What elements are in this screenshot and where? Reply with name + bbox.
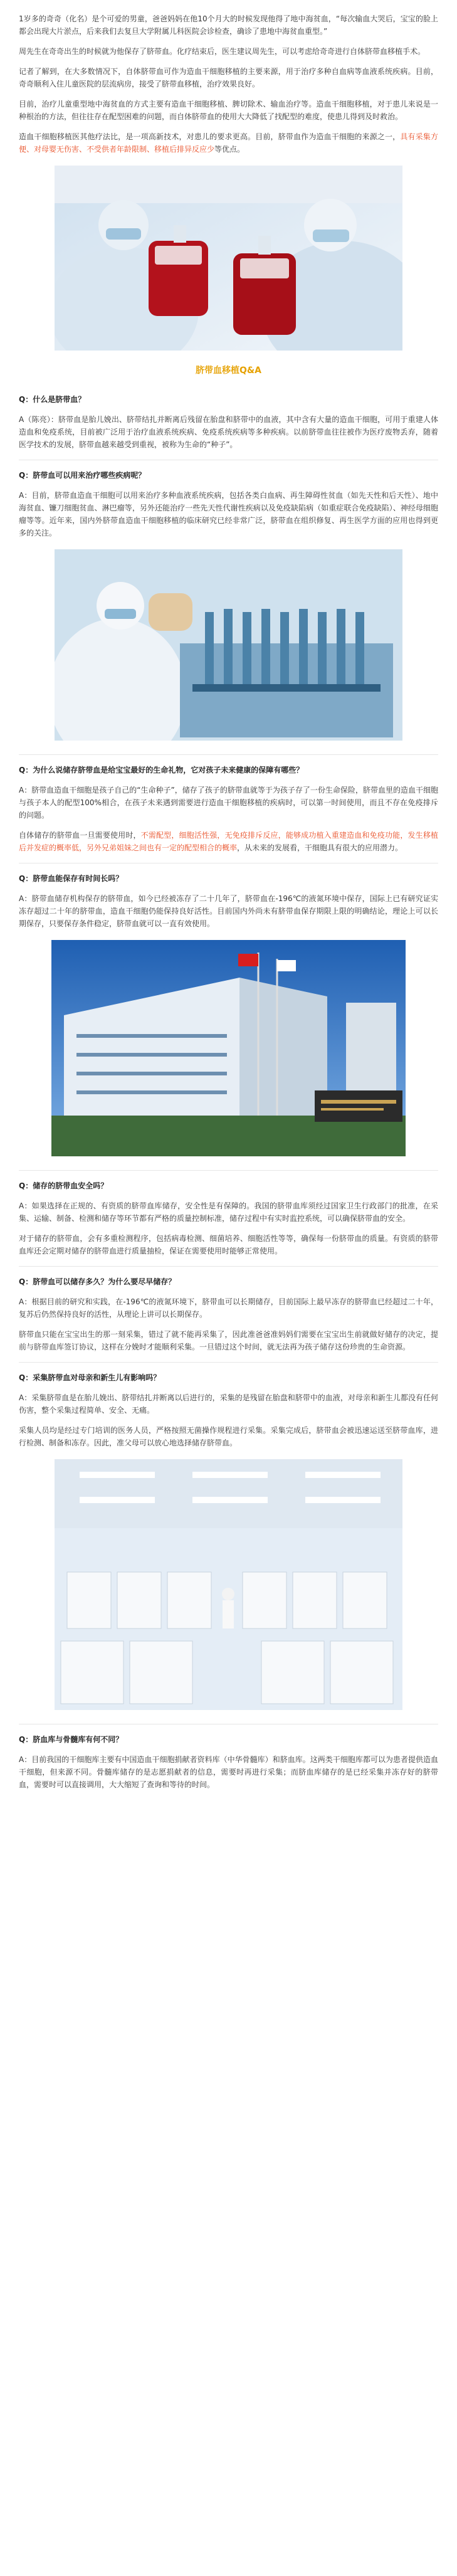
answer: A：脐带血造血干细胞是孩子自己的“生命种子”，储存了孩子的脐带血就等于为孩子存了一份生命保险，脐带血里的造血干细胞与孩子本人的配型100%相合，在孩子未来遇到需要进行造血干细胞移植的疾病时，可以第一时间使用，而且不存在免疫排斥的问题。 — [19, 786, 438, 820]
answer: 对于储存的脐带血，会有多重检测程序，包括病毒检测、细菌培养、细胞活性等等，确保每一份脐带血的质量。有资质的脐带血库还会定期对储存的脐带血进行质量抽检，保证在需要使用时能够正常使用。 — [19, 1234, 438, 1255]
qa-section — [0, 393, 457, 539]
intro-paragraph: 1岁多的奇奇（化名）是个可爱的男童，爸爸妈妈在他10个月大的时候发现他得了地中海贫血，“每次输血大哭后，宝宝的脸上都会出现大片淤点，后来我们去复旦大学附属儿科医院会诊检查，确诊了患地中海贫血重型。” — [19, 14, 438, 36]
answer: 采集人员均是经过专门培训的医务人员，严格按照无菌操作规程进行采集。采集完成后，脐带血会被迅速运送至脐带血库，进行检测、制备和冻存。因此，准父母可以放心地选择储存脐带血。 — [19, 1426, 438, 1447]
question: Q：脐带血可以储存多久？为什么要尽早储存？ — [19, 1277, 176, 1286]
question: Q：采集脐带血对母亲和新生儿有影响吗？ — [19, 1373, 161, 1382]
question: Q：脐带血能保存有时间长吗？ — [19, 874, 123, 883]
intro-paragraph — [19, 130, 438, 156]
answer: A：根据目前的研究和实践，在-196℃的液氮环境下，脐带血可以长期储存，目前国际上最早冻存的脐带血已经超过二十年，复苏后仍然保持良好的活性，从理论上讲可以长期保存。 — [19, 1297, 438, 1319]
divider — [19, 1266, 438, 1267]
divider — [19, 1170, 438, 1171]
intro — [0, 13, 457, 156]
answer: 脐带血只能在宝宝出生的那一刻采集，错过了就不能再采集了，因此准爸爸准妈妈们需要在宝宝出生前就做好储存的决定，提前与脐带血库签订协议，这样在分娩时才能顺利采集。一旦错过这个时间，就无法再为孩子储存这份珍贵的生命资源。 — [19, 1330, 438, 1351]
intro-text: 等优点。 — [214, 145, 245, 154]
article — [0, 13, 457, 1791]
question: Q：什么是脐带血？ — [19, 395, 86, 404]
answer: A：脐带血储存机构保存的脐带血，如今已经被冻存了二十几年了，脐带血在-196℃的液氮环境中保存，国际上已有研究证实冻存超过二十年的脐带血，造血干细胞仍能保持良好活性。目前国内外尚未有脐带血保存期限上限的明确结论，理论上可以长期保存，只要保存条件稳定，脐带血就可以一直有效使用。 — [19, 894, 438, 928]
section-title: 脐带血移植Q&A — [196, 366, 261, 376]
intro-paragraph: 目前，治疗儿童重型地中海贫血的方式主要有造血干细胞移植、脾切除术、输血治疗等。造血干细胞移植，对于患儿来说是一种根治的方法，但往往存在配型困难的问题，而自体脐带血的使用大大降低了找配型的难度，使患儿得到及时救治。 — [19, 100, 438, 121]
answer-text: ，从未来的发展看，干细胞具有很大的应用潜力。 — [237, 843, 403, 852]
answer: A：目前我国的干细胞库主要有中国造血干细胞捐献者资料库（中华骨髓库）和脐血库。这两类干细胞库都可以为患者提供造血干细胞，但来源不同。骨髓库储存的是志愿捐献者的信息，需要时再进行采集；而脐血库储存的是已经采集并冻存好的脐带血，需要时可以直接调用，大大缩短了查询和等待的时间。 — [19, 1755, 438, 1789]
intro-text: 造血干细胞移植医其他疗法比，是一项高新技术，对患儿的要求更高。目前，脐带血作为造血干细胞的来源之一， — [19, 132, 401, 141]
answer-text: 自体储存的脐带血一旦需要使用时， — [19, 831, 141, 840]
qa-section — [0, 1170, 457, 1449]
highlight-text: 具有采集方便、对母婴无伤害、不受供者年龄限制、移植后排异反应少 — [19, 132, 438, 154]
intro-paragraph: 周先生在奇奇出生的时候就为他保存了脐带血。化疗结束后，医生建议周先生，可以考虑给奇奇进行自体脐带血移植手术。 — [19, 47, 426, 56]
divider — [19, 1362, 438, 1363]
divider — [19, 754, 438, 755]
question: Q：脐血库与骨髓库有何不同？ — [19, 1735, 123, 1744]
answer — [19, 829, 438, 854]
question: Q：储存的脐带血安全吗？ — [19, 1181, 108, 1190]
building-photo — [51, 940, 406, 1156]
intro-paragraph: 记者了解到，在大多数情况下，自体脐带血可作为造血干细胞移植的主要来源，用于治疗多种自血病等血液系统疾病。目前，奇奇顺利入住儿童医院的层流病房，接受了脐带血移植，治疗效果良好。 — [19, 67, 438, 88]
question: Q：为什么说储存脐带血是给宝宝最好的生命礼物，它对孩子未来健康的保障有哪些？ — [19, 766, 304, 774]
storage-room-photo — [55, 1459, 402, 1710]
answer: A（陈亮）：脐带血是胎儿娩出、脐带结扎并断离后残留在胎盘和脐带中的血液，其中含有大量的造血干细胞，可用于重建人体造血和免疫系统，目前被广泛用于治疗血液系统疾病、免疫系统疾病等多种疾病。以前脐带血往往被作为医疗废物丢弃，随着医学技术的发展，脐带血越来越受到重视，被称为生命的“种子”。 — [19, 415, 438, 449]
answer: A：目前，脐带血造血干细胞可以用来治疗多种血液系统疾病，包括各类白血病、再生障碍性贫血（如先天性和后天性）、地中海贫血、镰刀细胞贫血、淋巴瘤等，另外还能治疗一些先天性代谢性疾病以及免疫缺陷病（如重症联合免疫缺陷）、神经母细胞瘤等等。近年来，国内外脐带血造血干细胞移植的临床研究已经非常广泛，脐带血在组织修复、再生医学方面的应用也得到更多的关注。 — [19, 491, 438, 537]
question: Q：脐带血可以用来治疗哪些疾病呢？ — [19, 471, 146, 480]
qa-section — [0, 1724, 457, 1791]
qa-section — [0, 754, 457, 930]
answer: A：采集脐带血是在胎儿娩出、脐带结扎并断离以后进行的，采集的是残留在胎盘和脐带中的血液，对母亲和新生儿都没有任何伤害，整个采集过程简单、安全、无痛。 — [19, 1393, 438, 1415]
highlight-text: 不需配型，细胞活性强，无免疫排斥反应，能够成功植入重建造血和免疫功能，发生移植后并发症的概率低，另外兄弟姐妹之间也有一定的配型相合的概率 — [19, 831, 438, 852]
lab-scientist-photo — [55, 549, 402, 741]
answer: A：如果选择在正规的、有资质的脐带血库储存，安全性是有保障的。我国的脐带血库须经过国家卫生行政部门的批准，在采集、运输、制备、检测和储存等环节都有严格的质量控制标准，储存过程中有实时监控系统，可以确保脐带血的安全。 — [19, 1201, 438, 1223]
lab-blood-bag-photo — [55, 166, 402, 351]
